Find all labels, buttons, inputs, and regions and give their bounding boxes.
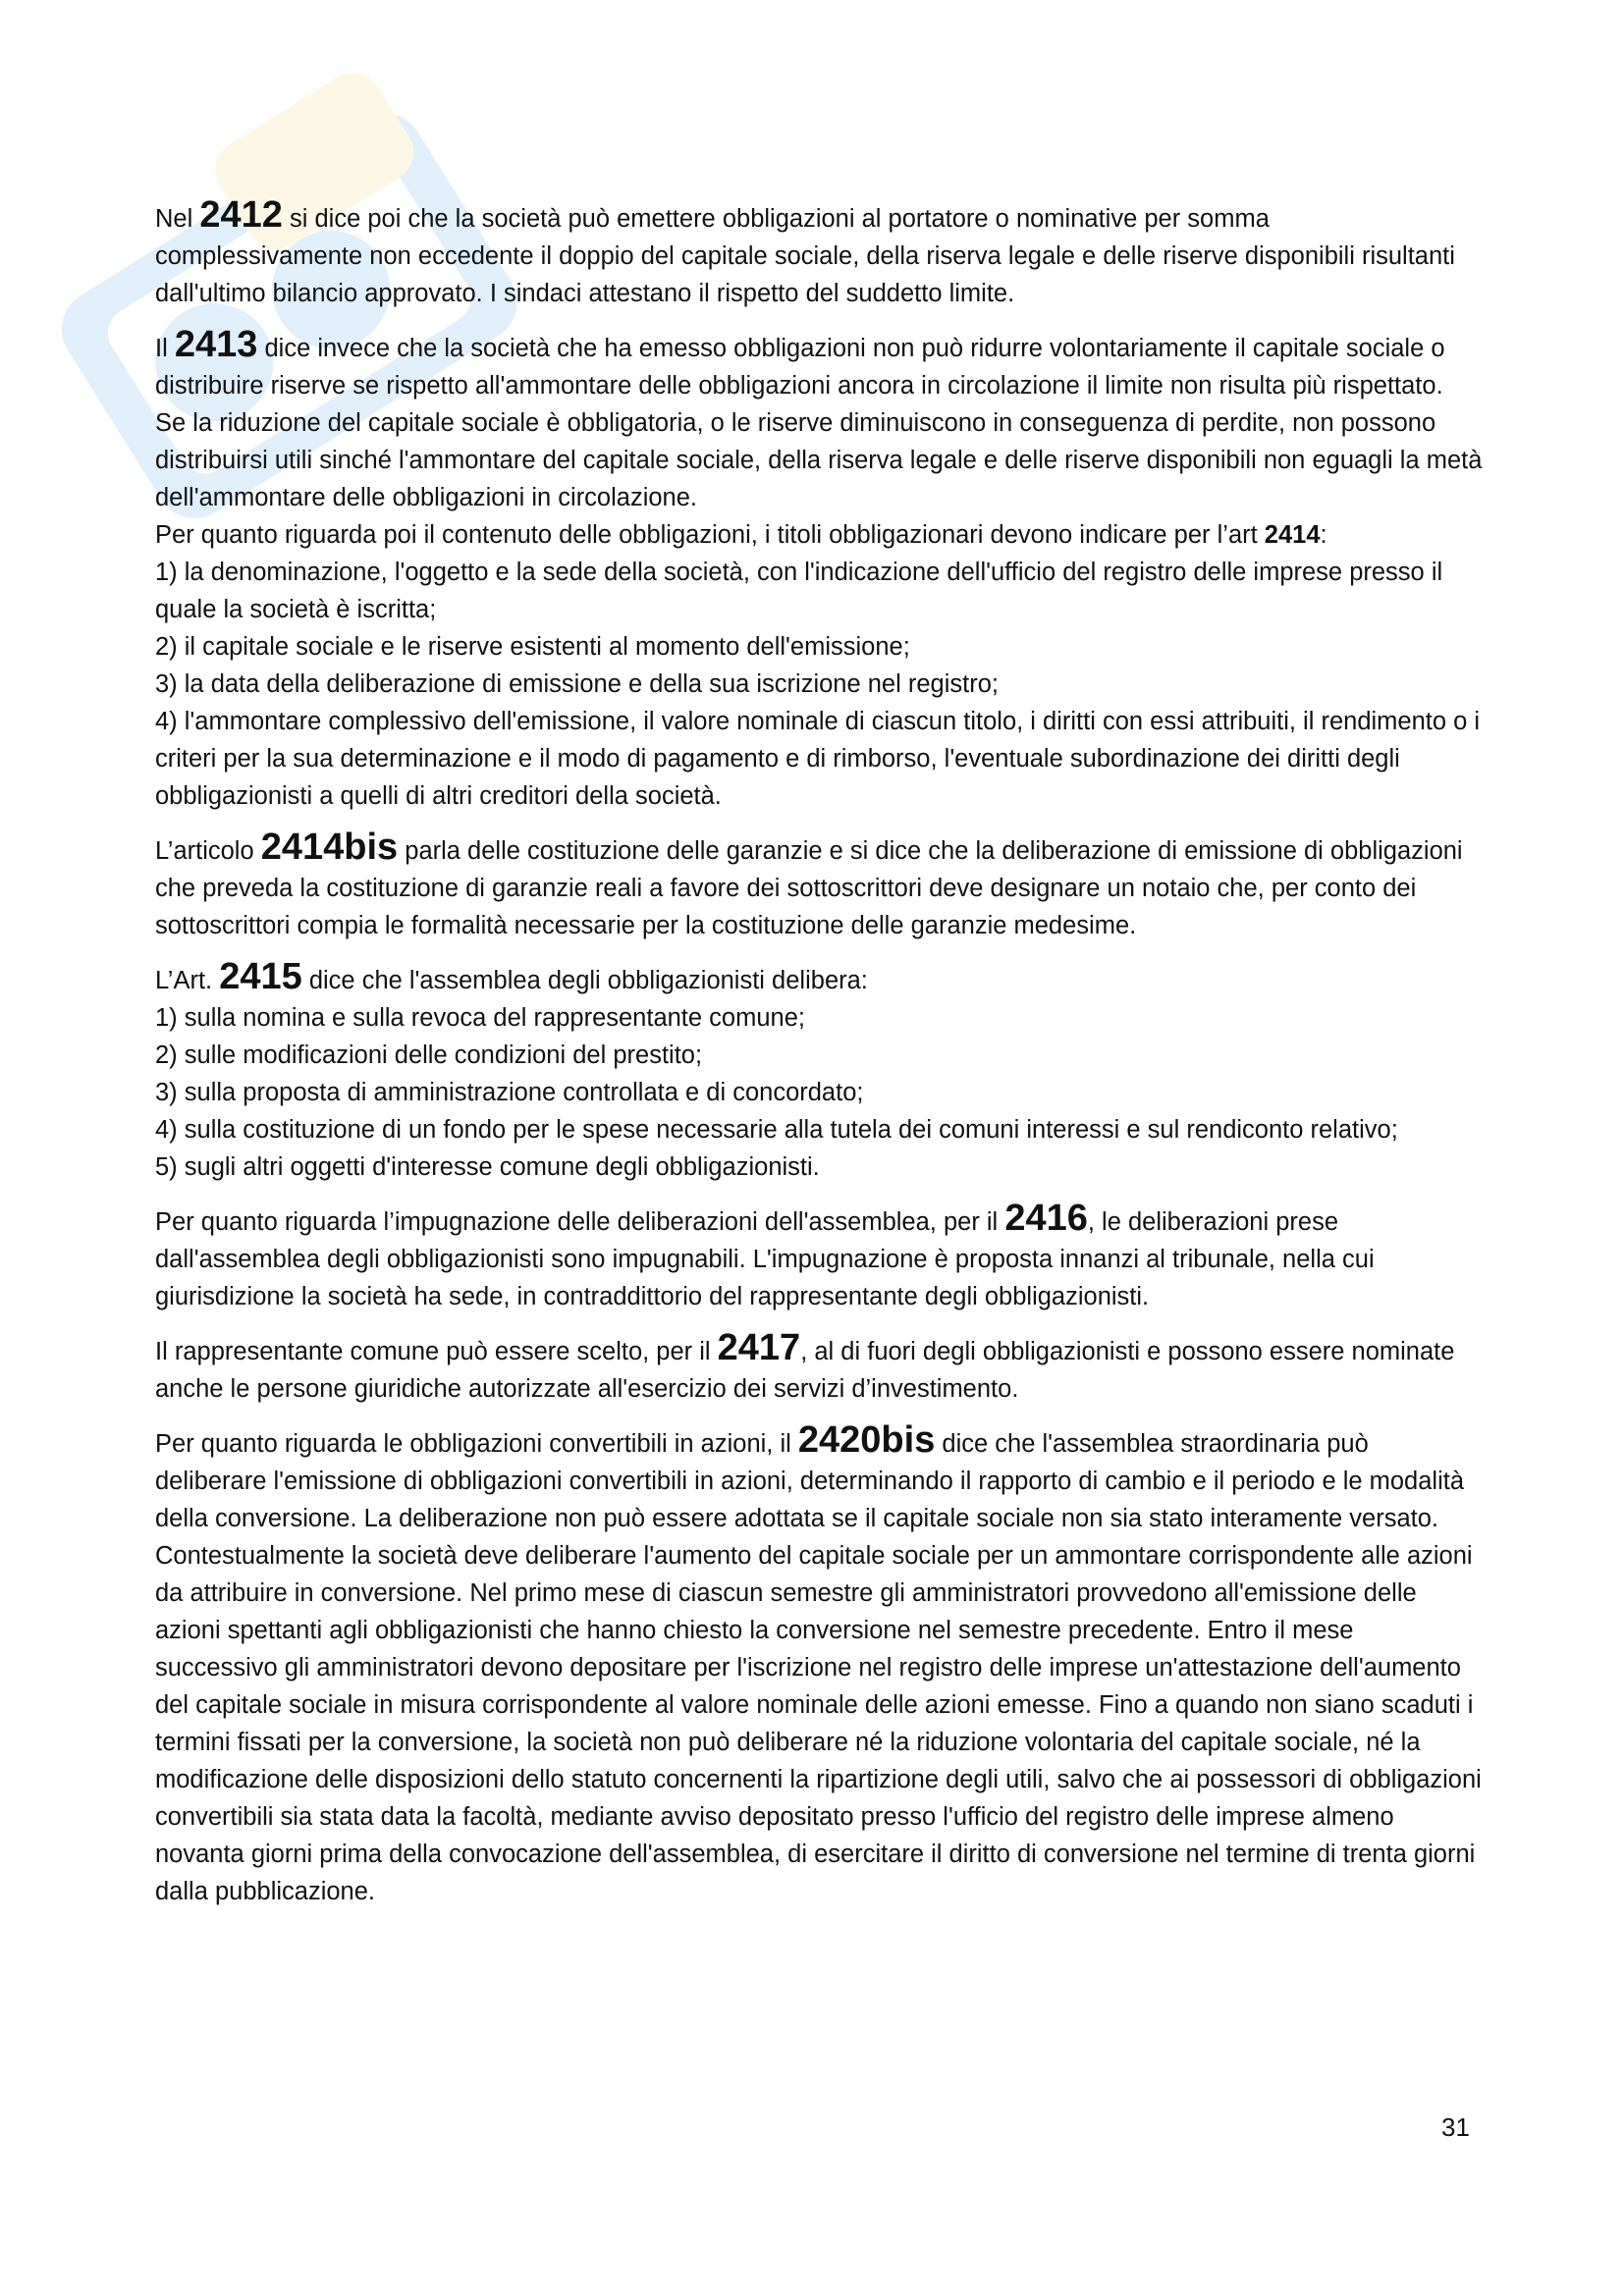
paragraph-art-2416: Per quanto riguarda l’impugnazione delle deliberazioni dell'assemblea, per il 2416, le deliberazioni prese dall'assemblea degli obbligazionisti sono impugnabili. L'impugnazione è proposta innanzi al tribunale, nella cui giurisdizione la società ha sede, in contraddittorio del rappresentante degli obbligazionisti. xyxy=(155,1198,1375,1310)
article-number: 2412 xyxy=(199,194,283,236)
article-number: 2414 xyxy=(1264,521,1321,549)
page-number: 31 xyxy=(1441,2112,1470,2142)
article-number: 2420bis xyxy=(797,1419,936,1461)
list-item: 3) la data della deliberazione di emissione e della sua iscrizione nel registro; xyxy=(155,670,999,698)
list-item: 5) sugli altri oggetti d'interesse comune degli obbligazionisti. xyxy=(155,1153,820,1181)
paragraph-riduzione: Se la riduzione del capitale sociale è obbligatoria, o le riserve diminuiscono in conseguenza di perdite, non possono distribuirsi utili sinché l'ammontare del capitale sociale, della riserva legale e delle riserve disponibili non eguagli la metà dell'ammontare delle obbligazioni in circolazione. xyxy=(155,409,1483,511)
paragraph-art-2415: L’Art. 2415 dice che l'assemblea degli obbligazionisti delibera: xyxy=(155,956,868,997)
article-number: 2416 xyxy=(1004,1198,1088,1239)
list-item: 2) il capitale sociale e le riserve esistenti al momento dell'emissione; xyxy=(155,633,910,661)
list-item: 4) l'ammontare complessivo dell'emissione, il valore nominale di ciascun titolo, i diritti con essi attribuiti, il rendimento o i criteri per la sua determinazione e il modo di pagamento e di rimborso, l'eventuale subordinazione dei diritti degli obbligazionisti a quelli di altri creditori della società. xyxy=(155,708,1481,810)
list-item: 1) la denominazione, l'oggetto e la sede della società, con l'indicazione dell'ufficio del registro delle imprese presso il quale la società è iscritta; xyxy=(155,559,1443,623)
paragraph-art-2420bis: Per quanto riguarda le obbligazioni convertibili in azioni, il 2420bis dice che l'assemblea straordinaria può deliberare l'emissione di obbligazioni convertibili in azioni, determinando il rapporto di cambio e il periodo e le modalità della conversione. La deliberazione non può essere adottata se il capitale sociale non sia stato interamente versato. xyxy=(155,1419,1465,1532)
paragraph-art-2417: Il rappresentante comune può essere scelto, per il 2417, al di fuori degli obbligazionisti e possono essere nominate anche le persone giuridiche autorizzate all'esercizio dei servizi d’investimento. xyxy=(155,1327,1455,1403)
page-body xyxy=(155,196,1483,1910)
article-number: 2414bis xyxy=(260,827,399,868)
paragraph-art-2413: Il 2413 dice invece che la società che ha emesso obbligazioni non può ridurre volontariamente il capitale sociale o distribuire riserve se rispetto all'ammontare delle obbligazioni ancora in circolazione il limite non risulta più rispettato. xyxy=(155,324,1445,400)
article-number: 2413 xyxy=(174,324,258,365)
list-item: 2) sulle modificazioni delle condizioni del prestito; xyxy=(155,1041,703,1069)
list-item: 4) sulla costituzione di un fondo per le spese necessarie alla tutela dei comuni interessi e sul rendiconto relativo; xyxy=(155,1116,1398,1144)
list-item: 1) sulla nomina e sulla revoca del rappresentante comune; xyxy=(155,1004,805,1032)
list-item: 3) sulla proposta di amministrazione controllata e di concordato; xyxy=(155,1079,864,1106)
paragraph-contestualmente: Contestualmente la società deve deliberare l'aumento del capitale sociale per un ammontare corrispondente alle azioni da attribuire in conversione. Nel primo mese di ciascun semestre gli amministratori provvedono all'emissione delle azioni spettanti agli obbligazionisti che hanno chiesto la conversione nel semestre precedente. Entro il mese successivo gli amministratori devono depositare per l'iscrizione nel registro delle imprese un'attestazione dell'aumento del capitale sociale in misura corrispondente al valore nominale delle azioni emesse. Fino a quando non siano scaduti i termini fissati per la conversione, la società non può deliberare né la riduzione volontaria del capitale sociale, né la modificazione delle disposizioni dello statuto concernenti la ripartizione degli utili, salvo che ai possessori di obbligazioni convertibili sia stata data la facoltà, mediante avviso depositato presso l'ufficio del registro delle imprese almeno novanta giorni prima della convocazione dell'assemblea, di esercitare il diritto di conversione nel termine di trenta giorni dalla pubblicazione. xyxy=(155,1542,1482,1905)
article-number: 2415 xyxy=(219,956,302,997)
paragraph-art-2412: Nel 2412 si dice poi che la società può emettere obbligazioni al portatore o nominative per somma complessivamente non eccedente il doppio del capitale sociale, della riserva legale e delle riserve disponibili risultanti dall'ultimo bilancio approvato. I sindaci attestano il rispetto del suddetto limite. xyxy=(155,194,1455,307)
paragraph-art-2414bis: L’articolo 2414bis parla delle costituzione delle garanzie e si dice che la deliberazione di emissione di obbligazioni che preveda la costituzione di garanzie reali a favore dei sottoscrittori deve designare un notaio che, per conto dei sottoscrittori compia le formalità necessarie per la costituzione delle garanzie medesime. xyxy=(155,827,1463,939)
paragraph-art-2414: Per quanto riguarda poi il contenuto delle obbligazioni, i titoli obbligazionari devono indicare per l’art 2414: xyxy=(155,521,1327,549)
article-number: 2417 xyxy=(717,1327,801,1368)
